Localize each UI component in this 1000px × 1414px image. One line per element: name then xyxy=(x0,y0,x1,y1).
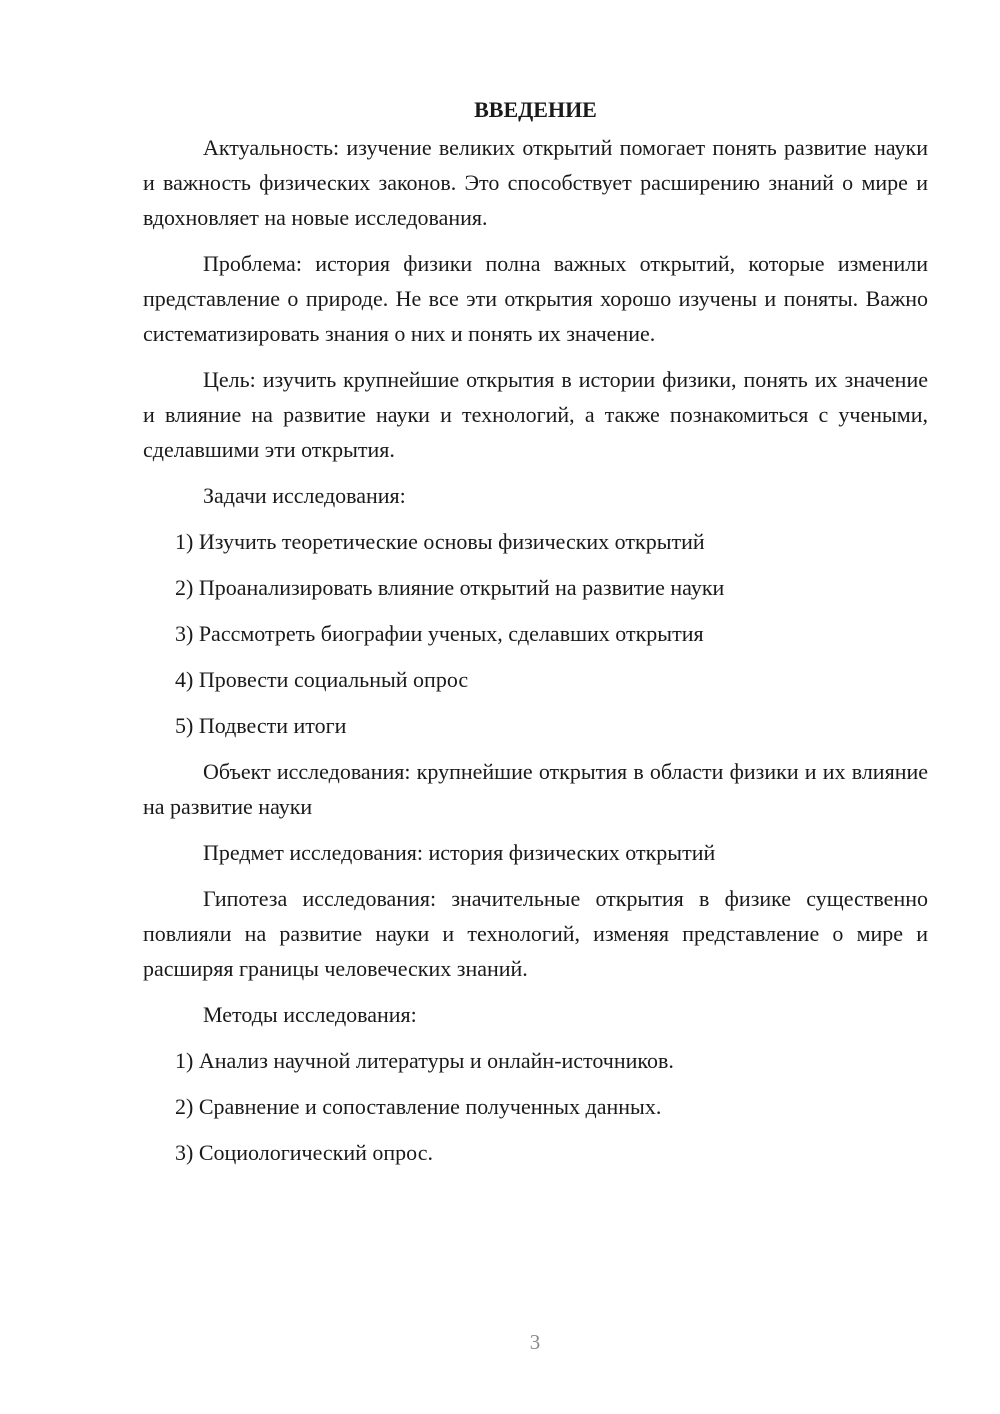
subject-paragraph: Предмет исследования: история физических открытий xyxy=(203,840,716,865)
tasks-list xyxy=(143,524,928,743)
list-item: 1) Изучить теоретические основы физических открытий xyxy=(175,529,705,554)
document-page xyxy=(143,92,928,1181)
tasks-heading: Задачи исследования: xyxy=(203,483,406,508)
list-item: 3) Социологический опрос. xyxy=(175,1140,433,1165)
object-paragraph: Объект исследования: крупнейшие открытия в области физики и их влияние на развитие науки xyxy=(143,759,928,819)
list-item: 3) Рассмотреть биографии ученых, сделавших открытия xyxy=(175,621,704,646)
hypothesis-paragraph: Гипотеза исследования: значительные открытия в физике существенно повлияли на развитие науки и технологий, изменяя представление о мире и расширяя границы человеческих знаний. xyxy=(143,886,928,981)
section-title: ВВЕДЕНИЕ xyxy=(474,97,597,122)
list-item: 2) Сравнение и сопоставление полученных данных. xyxy=(175,1094,662,1119)
goal-paragraph: Цель: изучить крупнейшие открытия в истории физики, понять их значение и влияние на развитие науки и технологий, а также познакомиться с учеными, сделавшими эти открытия. xyxy=(143,367,928,462)
list-item: 4) Провести социальный опрос xyxy=(175,667,469,692)
methods-list xyxy=(143,1043,928,1170)
problem-paragraph: Проблема: история физики полна важных открытий, которые изменили представление о природе. Не все эти открытия хорошо изучены и поняты. Важно систематизировать знания о них и понять их значение. xyxy=(143,251,928,346)
list-item: 2) Проанализировать влияние открытий на развитие науки xyxy=(175,575,725,600)
list-item: 5) Подвести итоги xyxy=(175,713,347,738)
relevance-paragraph: Актуальность: изучение великих открытий помогает понять развитие науки и важность физических законов. Это способствует расширению знаний о мире и вдохновляет на новые исследования. xyxy=(143,135,928,230)
methods-heading: Методы исследования: xyxy=(203,1002,417,1027)
page-number: 3 xyxy=(529,1330,541,1354)
list-item: 1) Анализ научной литературы и онлайн-источников. xyxy=(175,1048,674,1073)
